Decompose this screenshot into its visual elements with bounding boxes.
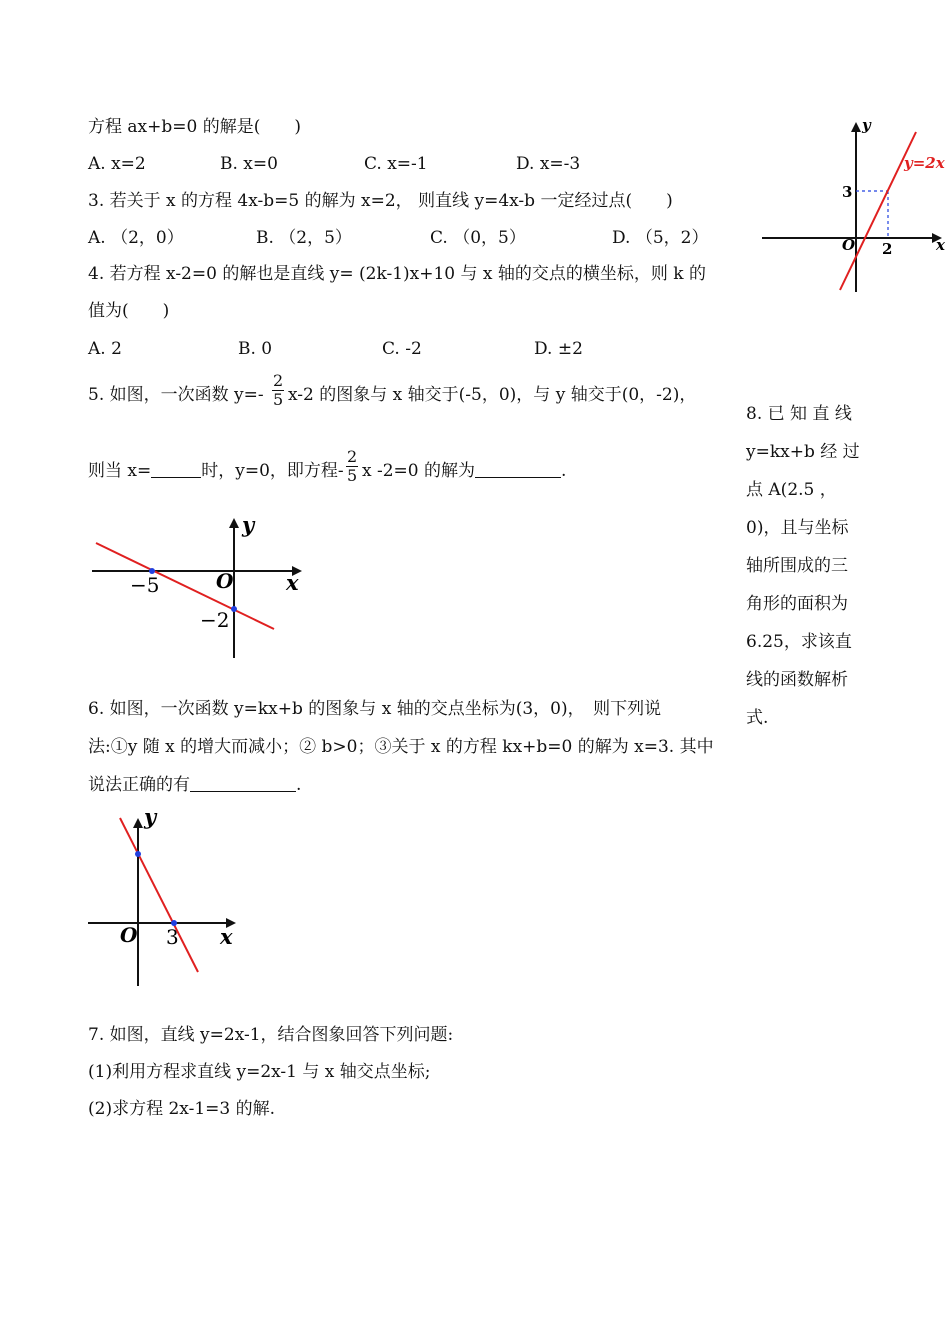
- q5-line-2-rest: [362, 460, 566, 482]
- q8-line-9: 式.: [746, 708, 769, 728]
- q6-y-label: y: [144, 806, 157, 829]
- q5-line-2-b: 时，y=0，即方程-: [201, 461, 344, 481]
- q7-line-1: 7. 如图，直线 y=2x-1，结合图象回答下列问题:: [88, 1025, 454, 1045]
- q6-y-arrow-icon: [133, 818, 143, 828]
- q3-stem: 3. 若关于 x 的方程 4x-b=5 的解为 x=2， 则直线 y=4x-b 一定经过点( ): [88, 191, 673, 211]
- q2-option-a[interactable]: A. x=2: [88, 154, 146, 174]
- q5-graph: [86, 508, 310, 664]
- q8-text: [746, 395, 866, 737]
- q5-fraction-2: [346, 448, 358, 485]
- q8-line-8: 线的函数解析: [746, 670, 848, 690]
- q6-y-intercept-point: [135, 851, 141, 857]
- q5-y-intercept-point: [231, 606, 237, 612]
- q4-option-c[interactable]: C. -2: [382, 339, 422, 359]
- q4-line-2: 值为( ): [88, 301, 170, 321]
- q8-line-6: 角形的面积为: [746, 594, 848, 614]
- q8-line-4: 0)，且与坐标: [746, 518, 849, 538]
- q8-line-1: 8. 已 知 直 线: [746, 404, 852, 424]
- q6-line-3-text: 说法正确的有: [88, 775, 190, 795]
- q5-fraction: [272, 372, 284, 409]
- q5-fraction-2-denominator: 5: [347, 466, 358, 485]
- q7-line-2: (1)利用方程求直线 y=2x-1 与 x 轴交点坐标;: [88, 1062, 431, 1082]
- q3-option-b[interactable]: B. （2，5）: [256, 228, 352, 248]
- q5-fraction-2-numerator: 2: [347, 447, 358, 466]
- q5-origin-label: O: [216, 569, 234, 593]
- q5-function-line: [96, 543, 274, 629]
- q6-x-label: x: [220, 924, 233, 949]
- graph-y-2x-origin-label: O: [842, 236, 856, 254]
- graph-y-2x-x-tick-label: 2: [882, 240, 893, 258]
- graph-y-2x: [758, 112, 950, 296]
- q7-line-3: (2)求方程 2x-1=3 的解.: [88, 1099, 276, 1119]
- q4-option-b[interactable]: B. 0: [238, 339, 273, 359]
- q5-part-1: 5. 如图，一次函数 y=-: [88, 385, 264, 405]
- q5-line-2: [88, 460, 344, 482]
- q5-line-2-c: x -2=0 的解为: [362, 461, 476, 481]
- q3-option-d[interactable]: D. （5，2）: [612, 228, 709, 248]
- q2-stem: 方程 ax+b=0 的解是( ): [88, 117, 301, 137]
- q6-line-2: 法:①y 随 x 的增大而减小；② b>0；③关于 x 的方程 kx+b=0 的解为 x=3. 其中: [88, 737, 714, 757]
- graph-y-2x-y-label: y: [862, 116, 871, 134]
- q3-option-c[interactable]: C. （0，5）: [430, 228, 526, 248]
- q4-option-d[interactable]: D. ±2: [534, 339, 583, 359]
- graph-y-2x-y-arrow-icon: [851, 122, 861, 132]
- q5-fraction-numerator: 2: [273, 371, 284, 390]
- q6-line-3-end: .: [296, 775, 302, 795]
- q6-function-line: [120, 818, 198, 972]
- q5-line-2-d: .: [561, 461, 567, 481]
- q5-part-2: x-2 的图象与 x 轴交于(-5，0)，与 y 轴交于(0，-2)，: [288, 385, 697, 405]
- graph-y-2x-x-label: x: [936, 236, 945, 254]
- q4-option-a[interactable]: A. 2: [88, 339, 122, 359]
- q2-option-d[interactable]: D. x=-3: [516, 154, 581, 174]
- q5-y-label: y: [242, 512, 255, 537]
- q8-line-3: 点 A(2.5 ，: [746, 480, 837, 500]
- q2-option-c[interactable]: C. x=-1: [364, 154, 428, 174]
- q6-line-3: [88, 774, 301, 796]
- q6-origin-label: O: [120, 923, 138, 947]
- q6-graph: [86, 806, 246, 990]
- q6-blank-answer[interactable]: [190, 775, 296, 792]
- q8-line-2: y=kx+b 经 过: [746, 442, 860, 462]
- q5-fraction-denominator: 5: [273, 390, 284, 409]
- graph-y-2x-y-tick-label: 3: [842, 183, 853, 201]
- q5-x-tick-label: −5: [130, 573, 160, 597]
- q5-line-2-a: 则当 x=: [88, 461, 152, 481]
- q5-y-arrow-icon: [229, 518, 239, 528]
- q5-y-tick-label: −2: [200, 608, 230, 632]
- q5-x-label: x: [286, 570, 299, 595]
- graph-y-2x-line-label: y=2x: [904, 154, 945, 172]
- q8-line-5: 轴所围成的三: [746, 556, 848, 576]
- q5-blank-solution[interactable]: [475, 461, 561, 478]
- q3-option-a[interactable]: A. （2，0）: [88, 228, 184, 248]
- q6-line-1: 6. 如图，一次函数 y=kx+b 的图象与 x 轴的交点坐标为(3，0)， 则下列说: [88, 699, 662, 719]
- q2-option-b[interactable]: B. x=0: [220, 154, 278, 174]
- q6-x-tick-label: 3: [166, 925, 179, 949]
- q8-line-7: 6.25，求该直: [746, 632, 852, 652]
- q5-blank-x[interactable]: [151, 461, 201, 478]
- q4-line-1: 4. 若方程 x-2=0 的解也是直线 y= (2k-1)x+10 与 x 轴的交点的横坐标，则 k 的: [88, 264, 707, 284]
